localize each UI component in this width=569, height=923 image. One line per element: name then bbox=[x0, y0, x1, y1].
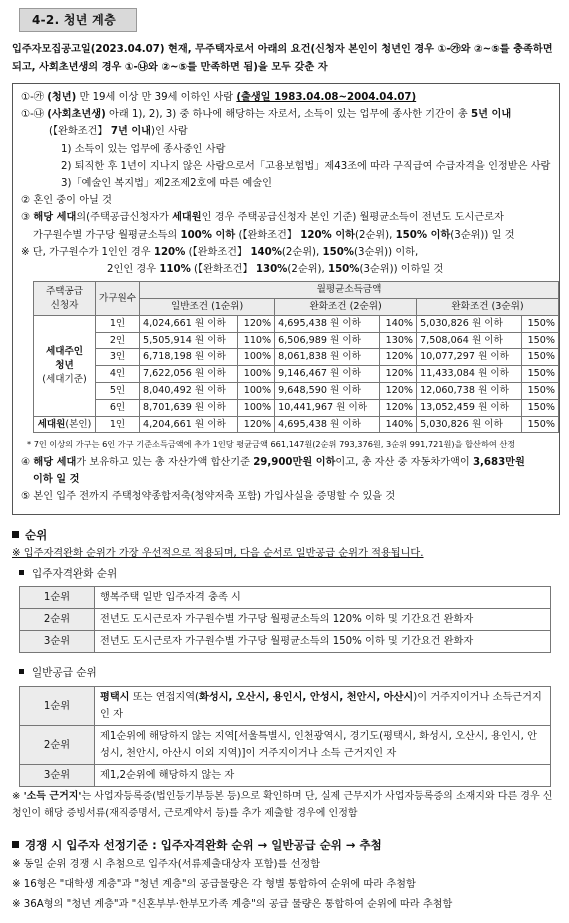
table-row bbox=[34, 383, 559, 400]
amount-cell: 4,695,438 원 이하 bbox=[275, 416, 380, 433]
amount-cell: 4,024,661 원 이하 bbox=[140, 315, 238, 332]
header-members: 가구원수 bbox=[96, 282, 140, 316]
table-row: 2순위 제1순위에 해당하지 않는 지역[서울특별시, 인천광역시, 경기도(평택시, 화성시, 오산시, 용인시, 안성시, 천안시, 아산시 이외 지역)]이 거주지이거나 소득 근거지인 자 bbox=[20, 726, 551, 765]
percent-cell: 120% bbox=[238, 416, 275, 433]
square-bullet-icon bbox=[19, 570, 24, 575]
percent-cell: 150% bbox=[521, 315, 558, 332]
req-1b-sub2: 2) 퇴직한 후 1년이 지나지 않은 사람으로서「고용보험법」제43조에 따라 구직급여 수급자격을 인정받은 사람 bbox=[61, 160, 551, 172]
table-row: 3순위 제1,2순위에 해당하지 않는 자 bbox=[20, 765, 551, 787]
members-cell: 5인 bbox=[96, 383, 140, 400]
amount-cell: 12,060,738 원 이하 bbox=[417, 383, 522, 400]
relax-table bbox=[19, 586, 551, 653]
percent-cell: 120% bbox=[380, 399, 417, 416]
req-3: ③ 해당 세대의(주택공급신청자가 세대원인 경우 주택공급신청자 본인 기준) 월평균소득이 전년도 도시근로자 bbox=[21, 212, 504, 224]
amount-cell: 10,077,297 원 이하 bbox=[417, 349, 522, 366]
percent-cell: 150% bbox=[521, 416, 558, 433]
group-household-member: 세대원(본인) bbox=[34, 416, 96, 433]
req-3-note2: 2인인 경우 110% (【완화조건】 130%(2순위), 150%(3순위)) 이하일 것 bbox=[107, 264, 444, 276]
members-cell: 1인 bbox=[96, 416, 140, 433]
relax-heading: 입주자격완화 순위 bbox=[19, 567, 117, 582]
header-applicant: 주택공급 신청자 bbox=[34, 282, 96, 316]
amount-cell: 9,648,590 원 이하 bbox=[275, 383, 380, 400]
square-bullet-icon bbox=[12, 531, 19, 538]
table-row bbox=[34, 416, 559, 433]
amount-cell: 7,508,064 원 이하 bbox=[417, 332, 522, 349]
amount-cell: 8,061,838 원 이하 bbox=[275, 349, 380, 366]
table-row bbox=[34, 366, 559, 383]
members-cell: 2인 bbox=[96, 332, 140, 349]
amount-cell: 4,695,438 원 이하 bbox=[275, 315, 380, 332]
percent-cell: 120% bbox=[238, 315, 275, 332]
header-cond3: 완화조건 (3순위) bbox=[417, 299, 559, 316]
amount-cell: 6,506,989 원 이하 bbox=[275, 332, 380, 349]
percent-cell: 100% bbox=[238, 383, 275, 400]
percent-cell: 120% bbox=[380, 349, 417, 366]
group-household-head: 세대주인 청년 (세대기준) bbox=[34, 315, 96, 416]
members-cell: 4인 bbox=[96, 366, 140, 383]
percent-cell: 100% bbox=[238, 366, 275, 383]
header-income: 월평균소득금액 bbox=[140, 282, 559, 299]
amount-cell: 11,433,084 원 이하 bbox=[417, 366, 522, 383]
percent-cell: 150% bbox=[521, 349, 558, 366]
amount-cell: 5,030,826 원 이하 bbox=[417, 416, 522, 433]
req-1b: ①-㉯ (사회초년생) 아래 1), 2), 3) 중 하나에 해당하는 자로서, 소득이 있는 업무에 종사한 기간이 총 5년 이내 bbox=[21, 109, 512, 121]
req-4-line2: 이하 일 것 bbox=[33, 473, 80, 485]
income-basis-note: ※ '소득 근거지'는 사업자등록증(법인등기부등본 등)으로 확인하며 단, 실제 근무지가 사업자등록증의 소재지와 다른 경우 신청인이 해당 증빙서류(재직증명서, 근로계약서 등)를 추가 제출할 경우에 인정함 bbox=[12, 791, 553, 819]
req-1b-sub1: 1) 소득이 있는 업무에 종사중인 사람 bbox=[61, 143, 226, 155]
table-row bbox=[34, 399, 559, 416]
req-3-note1: ※ 단, 가구원수가 1인인 경우 120% (【완화조건】 140%(2순위), 150%(3순위)) 이하, bbox=[21, 246, 419, 258]
competition-note-1: ※ 동일 순위 경쟁 시 추첨으로 입주자(서류제출대상자 포함)를 선정함 bbox=[12, 859, 321, 870]
percent-cell: 150% bbox=[521, 366, 558, 383]
general-table bbox=[19, 686, 551, 787]
percent-cell: 100% bbox=[238, 399, 275, 416]
priority-heading: 순위 bbox=[12, 527, 47, 544]
square-bullet-icon bbox=[19, 669, 24, 674]
percent-cell: 140% bbox=[380, 416, 417, 433]
intro-paragraph: 입주자모집공고일(2023.04.07) 현재, 무주택자로서 아래의 요건(신청자 본인이 청년인 경우 ①-㉮와 ②~⑤를 충족하면 되고, 사회초년생의 경우 ①-㉯와 ②~⑤를 만족하면 됨)을 모두 갖춘 자 bbox=[12, 44, 553, 73]
header-cond2: 완화조건 (2순위) bbox=[275, 299, 417, 316]
amount-cell: 7,622,056 원 이하 bbox=[140, 366, 238, 383]
percent-cell: 150% bbox=[521, 383, 558, 400]
percent-cell: 130% bbox=[380, 332, 417, 349]
amount-cell: 6,718,198 원 이하 bbox=[140, 349, 238, 366]
percent-cell: 120% bbox=[380, 366, 417, 383]
competition-note-3: ※ 36A형의 "청년 계층"과 "신혼부부·한부모가족 계층"의 공급 물량은 통합하여 순위에 따라 추첨함 bbox=[12, 899, 453, 910]
amount-cell: 10,441,967 원 이하 bbox=[275, 399, 380, 416]
amount-cell: 9,146,467 원 이하 bbox=[275, 366, 380, 383]
table-row: 1순위 행복주택 일반 입주자격 충족 시 bbox=[20, 587, 551, 609]
percent-cell: 100% bbox=[238, 349, 275, 366]
table-row bbox=[34, 332, 559, 349]
members-cell: 3인 bbox=[96, 349, 140, 366]
req-1b-relaxed: (【완화조건】 7년 이내)인 사람 bbox=[49, 126, 188, 138]
table-row: 3순위 전년도 도시근로자 가구원수별 가구당 월평균소득의 150% 이하 및 기간요건 완화자 bbox=[20, 631, 551, 653]
section-title: 4-2. 청년 계층 bbox=[19, 8, 137, 32]
competition-heading: 경쟁 시 입주자 선정기준 : 입주자격완화 순위 → 일반공급 순위 → 추첨 bbox=[12, 837, 382, 854]
percent-cell: 110% bbox=[238, 332, 275, 349]
percent-cell: 150% bbox=[521, 332, 558, 349]
members-cell: 1인 bbox=[96, 315, 140, 332]
req-4: ④ 해당 세대가 보유하고 있는 총 자산가액 합산기준 29,900만원 이하이고, 총 자산 중 자동차가액이 3,683만원 bbox=[21, 456, 525, 468]
requirements-box bbox=[12, 83, 560, 515]
percent-cell: 140% bbox=[380, 315, 417, 332]
req-1b-sub3: 3)「예술인 복지법」제2조제2호에 따른 예술인 bbox=[61, 178, 272, 190]
amount-cell: 5,505,914 원 이하 bbox=[140, 332, 238, 349]
req-5: ⑤ 본인 입주 전까지 주택청약종합저축(청약저축 포함) 가입사실을 증명할 수 있을 것 bbox=[21, 491, 396, 503]
square-bullet-icon bbox=[12, 841, 19, 848]
table-row: 2순위 전년도 도시근로자 가구원수별 가구당 월평균소득의 120% 이하 및 기간요건 완화자 bbox=[20, 609, 551, 631]
general-heading: 일반공급 순위 bbox=[19, 666, 97, 681]
amount-cell: 8,040,492 원 이하 bbox=[140, 383, 238, 400]
members-cell: 6인 bbox=[96, 399, 140, 416]
amount-cell: 8,701,639 원 이하 bbox=[140, 399, 238, 416]
req-3-line2: 가구원수별 가구당 월평균소득의 100% 이하 (【완화조건】 120% 이하(2순위), 150% 이하(3순위)) 일 것 bbox=[33, 229, 515, 241]
header-cond1: 일반조건 (1순위) bbox=[140, 299, 275, 316]
req-2: ② 혼인 중이 아닐 것 bbox=[21, 195, 112, 207]
note-seven-person: * 7인 이상의 가구는 6인 가구 기준소득금액에 추가 1인당 평균금액 661,147원(2순위 793,376원, 3순위 991,721원)을 합산하여 산정 bbox=[27, 439, 516, 450]
table-row bbox=[34, 349, 559, 366]
competition-note-2: ※ 16형은 "대학생 계층"과 "청년 계층"의 공급물량은 각 형별 통합하여 순위에 따라 추첨함 bbox=[12, 879, 416, 890]
amount-cell: 4,204,661 원 이하 bbox=[140, 416, 238, 433]
percent-cell: 150% bbox=[521, 399, 558, 416]
req-1a: ①-㉮ (청년) 만 19세 이상 만 39세 이하인 사람 (출생일 1983.04.08~2004.04.07) bbox=[21, 92, 417, 103]
table-row bbox=[34, 315, 559, 332]
income-table bbox=[33, 281, 559, 433]
amount-cell: 13,052,459 원 이하 bbox=[417, 399, 522, 416]
percent-cell: 120% bbox=[380, 383, 417, 400]
priority-note: ※ 입주자격완화 순위가 가장 우선적으로 적용되며, 다음 순서로 일반공급 순위가 적용됩니다. bbox=[12, 548, 424, 559]
table-row: 1순위 평택시 또는 연접지역(화성시, 오산시, 용인시, 안성시, 천안시, 아산시)이 거주지이거나 소득근거지인 자 bbox=[20, 687, 551, 726]
amount-cell: 5,030,826 원 이하 bbox=[417, 315, 522, 332]
